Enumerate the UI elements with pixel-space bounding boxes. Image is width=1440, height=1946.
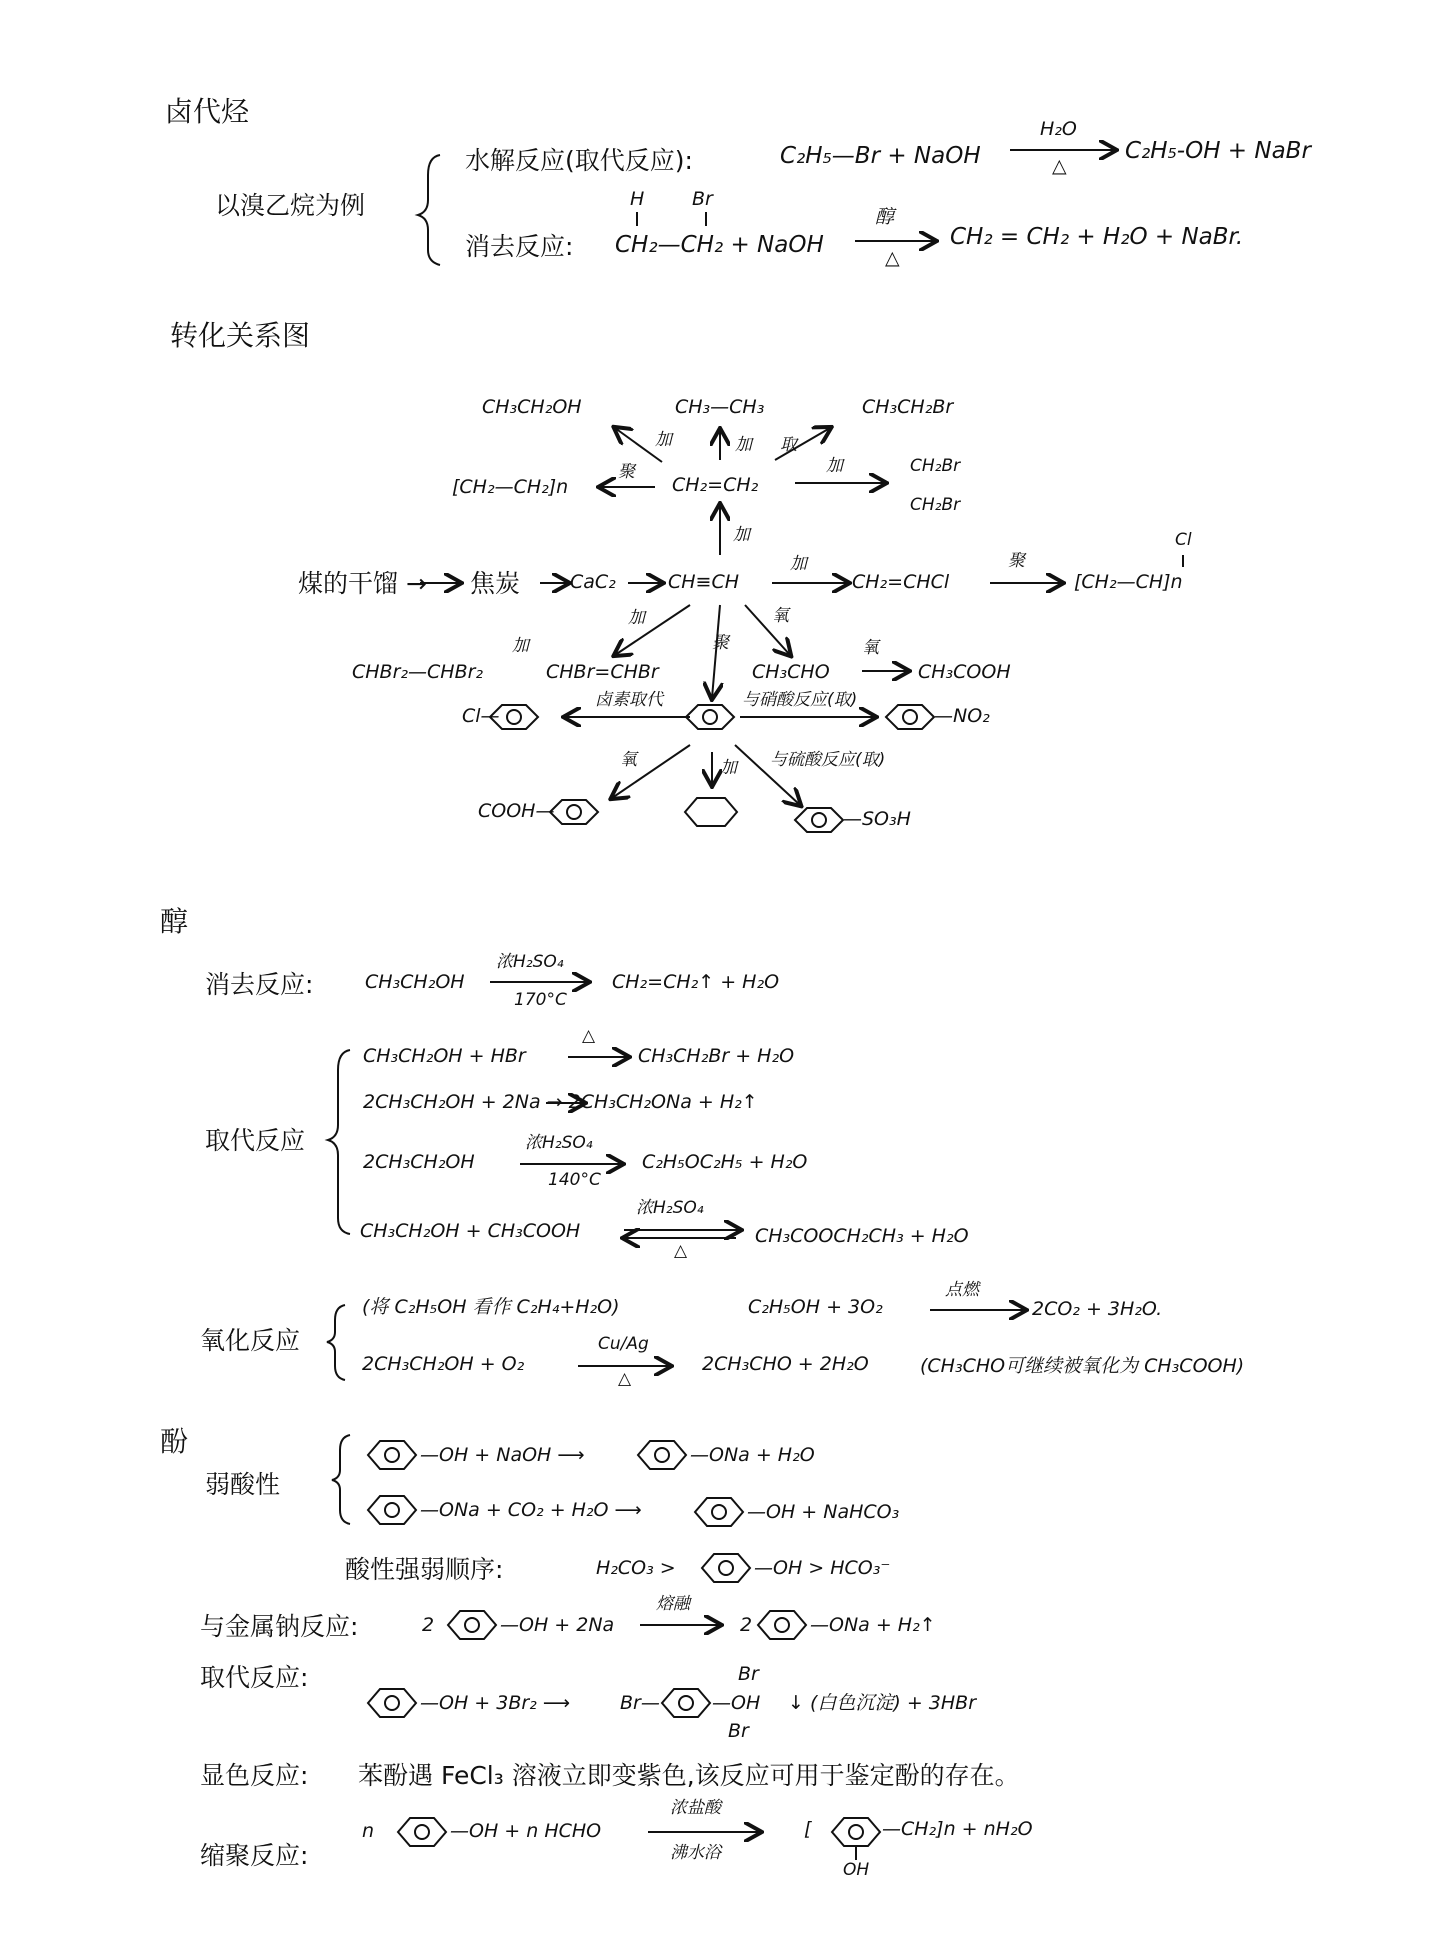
- alcohol-ox-2-cond-top: Cu/Ag: [598, 1334, 649, 1354]
- phenol-sodium-label: 与金属钠反应:: [200, 1612, 359, 1641]
- label-add-6: 加: [628, 608, 645, 628]
- alcohol-sub-4-cond-top: 浓H₂SO₄: [636, 1198, 704, 1218]
- alcohol-ox-2-note: (CH₃CHO可继续被氧化为 CH₃COOH): [920, 1355, 1245, 1377]
- alcohol-ox-1-products: 2CO₂ + 3H₂O.: [1032, 1298, 1163, 1320]
- alcohol-elim-reactant: CH₃CH₂OH: [365, 971, 465, 993]
- phenol-color-label: 显色反应:: [200, 1761, 309, 1790]
- alcohol-substitution-label: 取代反应: [205, 1126, 306, 1155]
- node-acetylene: CH≡CH: [668, 571, 740, 593]
- section-heading-conversion: 转化关系图: [170, 319, 311, 352]
- label-add-7: 加: [512, 636, 529, 656]
- node-ethylene: CH₂=CH₂: [672, 474, 759, 496]
- label-poly-3: 聚: [712, 633, 729, 653]
- label-ox-1: 氧: [772, 606, 789, 626]
- section-heading-phenol: 酚: [160, 1425, 189, 1458]
- alcohol-ox-2-products: 2CH₃CHO + 2H₂O: [702, 1353, 869, 1375]
- elimination-reactants: CH₂—CH₂ + NaOH: [615, 232, 824, 258]
- label-poly-2: 聚: [1008, 551, 1025, 571]
- phenol-sub-br-bottom: Br: [728, 1720, 749, 1742]
- phenol-poly-bracket: [: [804, 1818, 812, 1840]
- example-label: 以溴乙烷为例: [215, 191, 366, 220]
- alcohol-sub-1-products: CH₃CH₂Br + H₂O: [638, 1045, 795, 1067]
- phenol-sodium-coef-1: 2: [422, 1614, 435, 1636]
- hydrolysis-reactants: C₂H₅—Br + NaOH: [780, 143, 981, 169]
- label-halogen-substitution: 卤素取代: [595, 690, 663, 710]
- node-nitrobenzene: —NO₂: [934, 705, 990, 727]
- phenol-sub-products: ↓ (白色沉淀) + 3HBr: [788, 1692, 977, 1714]
- phenol-acid-1-right: —ONa + H₂O: [690, 1444, 815, 1466]
- alcohol-ox-2-cond-bottom: △: [618, 1369, 632, 1389]
- alcohol-sub-3-products: C₂H₅OC₂H₅ + H₂O: [642, 1151, 808, 1173]
- node-vinyl-chloride: CH₂=CHCl: [852, 571, 950, 593]
- phenol-poly-products: —CH₂]n + nH₂O: [882, 1818, 1033, 1840]
- alcohol-sub-2: 2CH₃CH₂OH + 2Na → 2CH₃CH₂ONa + H₂↑: [363, 1091, 758, 1113]
- node-benzenesulfonic-acid: —SO₃H: [843, 808, 911, 830]
- node-benzoic-acid: COOH—: [478, 800, 555, 822]
- phenol-poly-cond-bottom: 沸水浴: [670, 1843, 721, 1863]
- elimination-label: 消去反应:: [465, 232, 574, 261]
- node-coal: 煤的干馏 →: [298, 569, 427, 598]
- phenol-sodium-reactants: —OH + 2Na: [500, 1614, 615, 1636]
- hydrolysis-label: 水解反应(取代反应):: [465, 146, 693, 175]
- elimination-condition-top: 醇: [875, 206, 895, 228]
- alcohol-sub-3: 2CH₃CH₂OH: [363, 1151, 475, 1173]
- alcohol-sub-3-cond-bottom: 140°C: [548, 1170, 601, 1190]
- label-add-4: 加: [733, 525, 750, 545]
- phenol-sodium-coef-2: 2: [740, 1614, 753, 1636]
- phenol-color-text: 苯酚遇 FeCl₃ 溶液立即变紫色,该反应可用于鉴定酚的存在。: [358, 1761, 1020, 1790]
- phenol-poly-coef: n: [362, 1820, 375, 1842]
- node-cac2: CaC₂: [570, 571, 616, 593]
- phenol-acidity-label: 弱酸性: [205, 1470, 281, 1499]
- phenol-sub-reactants: —OH + 3Br₂ ⟶: [420, 1692, 571, 1714]
- hydrolysis-condition-top: H₂O: [1040, 118, 1077, 140]
- phenol-poly-reactants: —OH + n HCHO: [450, 1820, 602, 1842]
- node-tetrabromoethane: CHBr₂—CHBr₂: [352, 661, 484, 683]
- elim-substituent-br: Br: [692, 188, 713, 210]
- node-dibromo-top: CH₂Br: [910, 456, 961, 476]
- alcohol-ox-1-note: (将 C₂H₅OH 看作 C₂H₄+H₂O): [362, 1296, 620, 1318]
- node-coke: 焦炭: [470, 569, 521, 598]
- node-ethane: CH₃—CH₃: [675, 396, 765, 418]
- phenol-sub-oh: —OH: [712, 1692, 761, 1714]
- alcohol-elim-products: CH₂=CH₂↑ + H₂O: [612, 971, 780, 993]
- node-acetic-acid: CH₃COOH: [918, 661, 1011, 683]
- label-sulfonation: 与硫酸反应(取): [770, 750, 886, 770]
- label-poly-1: 聚: [618, 462, 635, 482]
- phenol-sub-br-left: Br—: [620, 1692, 660, 1714]
- phenol-sub-br-top: Br: [738, 1663, 759, 1685]
- alcohol-ox-1-cond: 点燃: [945, 1280, 979, 1300]
- elim-substituent-h: H: [630, 188, 645, 210]
- alcohol-sub-4-cond-bottom: △: [674, 1241, 688, 1261]
- phenol-acid-2-right: —OH + NaHCO₃: [747, 1501, 900, 1523]
- node-ethanol: CH₃CH₂OH: [482, 396, 582, 418]
- alcohol-ox-2-reactants: 2CH₃CH₂OH + O₂: [362, 1353, 525, 1375]
- node-acetaldehyde: CH₃CHO: [752, 661, 830, 683]
- alcohol-sub-1: CH₃CH₂OH + HBr: [363, 1045, 526, 1067]
- hydrolysis-condition-bottom: △: [1052, 155, 1067, 177]
- alcohol-sub-1-cond: △: [582, 1026, 596, 1046]
- phenol-acidity-order-label: 酸性强弱顺序:: [345, 1555, 504, 1584]
- node-dibromoethene: CHBr=CHBr: [546, 661, 659, 683]
- alcohol-elimination-label: 消去反应:: [205, 970, 314, 999]
- phenol-substitution-label: 取代反应:: [200, 1663, 309, 1692]
- elimination-condition-bottom: △: [885, 247, 900, 269]
- label-add-2: 加: [735, 435, 752, 455]
- phenol-acid-1-left: —OH + NaOH ⟶: [420, 1444, 585, 1466]
- phenol-poly-cond-top: 浓盐酸: [670, 1798, 721, 1818]
- node-bromoethane: CH₃CH₂Br: [862, 396, 954, 418]
- node-pvc: [CH₂—CH]n: [1074, 571, 1183, 593]
- section-heading-haloalkane: 卤代烃: [165, 95, 250, 128]
- phenol-acid-2-left: —ONa + CO₂ + H₂O ⟶: [420, 1499, 642, 1521]
- phenol-acidity-order-right: —OH > HCO₃⁻: [754, 1557, 891, 1579]
- label-add-5: 加: [790, 554, 807, 574]
- alcohol-sub-4-products: CH₃COOCH₂CH₃ + H₂O: [755, 1225, 969, 1247]
- node-polyethylene: [CH₂—CH₂]n: [452, 476, 569, 498]
- node-dibromo-bottom: CH₂Br: [910, 495, 961, 515]
- label-add-8: 加: [720, 758, 737, 778]
- hydrolysis-products: C₂H₅-OH + NaBr: [1125, 138, 1311, 164]
- phenol-poly-oh: OH: [843, 1860, 870, 1880]
- label-add-3: 加: [826, 456, 843, 476]
- phenol-sodium-cond: 熔融: [656, 1594, 690, 1614]
- label-add-1: 加: [655, 430, 672, 450]
- alcohol-oxidation-label: 氧化反应: [200, 1326, 301, 1355]
- node-chlorobenzene: Cl—: [462, 705, 500, 727]
- label-ox-3: 氧: [620, 750, 637, 770]
- alcohol-elim-cond-top: 浓H₂SO₄: [496, 952, 564, 972]
- section-heading-alcohol: 醇: [160, 905, 189, 938]
- label-sub-1: 取: [780, 435, 797, 455]
- label-nitration: 与硝酸反应(取): [742, 690, 858, 710]
- phenol-polycondensation-label: 缩聚反应:: [200, 1841, 309, 1870]
- phenol-sodium-products: —ONa + H₂↑: [810, 1614, 936, 1636]
- alcohol-elim-cond-bottom: 170°C: [514, 990, 567, 1010]
- label-ox-2: 氧: [862, 638, 879, 658]
- elimination-products: CH₂ = CH₂ + H₂O + NaBr.: [950, 224, 1244, 250]
- alcohol-ox-1-reactants: C₂H₅OH + 3O₂: [748, 1296, 883, 1318]
- node-pvc-cl: Cl: [1175, 530, 1192, 550]
- alcohol-sub-4: CH₃CH₂OH + CH₃COOH: [360, 1220, 581, 1242]
- alcohol-sub-3-cond-top: 浓H₂SO₄: [525, 1133, 593, 1153]
- phenol-acidity-order-left: H₂CO₃ >: [596, 1557, 676, 1579]
